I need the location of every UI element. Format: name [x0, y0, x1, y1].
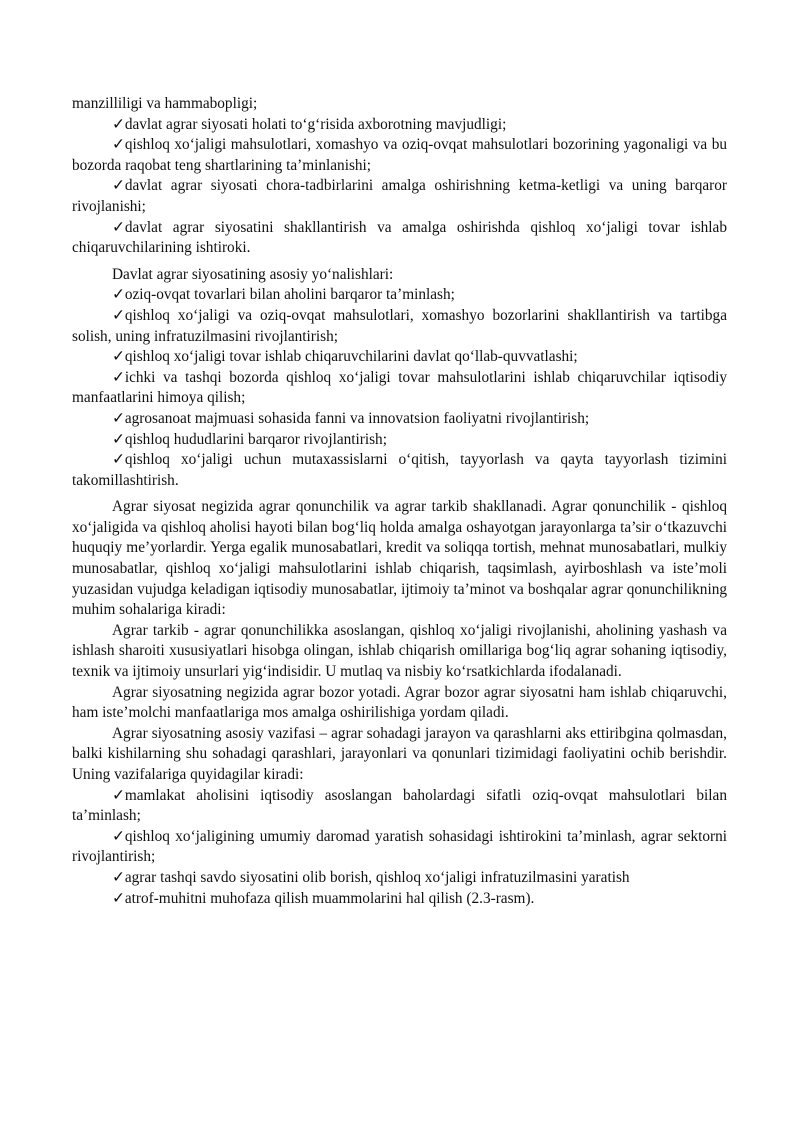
checklist-item: [72, 218, 727, 259]
paragraph-text: mamlakat aholisini iqtisodiy asoslangan baholardagi sifatli oziq-ovqat mahsulotlari bilan ta’minlash;: [72, 786, 727, 825]
checklist-item: [72, 889, 727, 910]
checkmark-icon: ✓: [112, 827, 125, 845]
checkmark-icon: ✓: [112, 348, 125, 366]
checkmark-icon: ✓: [112, 286, 125, 304]
paragraph-text: qishloq xo‘jaligining umumiy daromad yaratish sohasidagi ishtirokini ta’minlash, agrar sektorni rivojlantirish;: [72, 827, 727, 866]
checkmark-icon: ✓: [112, 115, 125, 133]
paragraph-text: qishloq xo‘jaligi tovar ishlab chiqaruvchilarini davlat qo‘llab-quvvatlashi;: [124, 348, 578, 366]
paragraph-text: davlat agrar siyosati chora-tadbirlarini amalga oshirishning ketma-ketligi va uning barqaror rivojlanishi;: [72, 177, 727, 215]
body-paragraph: [72, 94, 727, 115]
paragraph-text: qishloq xo‘jaligi va oziq-ovqat mahsulotlari, xomashyo bozorlarini shakllantirish va tartibga solish, uning infratuzilmasini rivojlantirish;: [72, 306, 727, 345]
body-paragraph: [72, 497, 727, 621]
checkmark-icon: ✓: [112, 218, 125, 236]
paragraph-text: davlat agrar siyosati holati to‘g‘risida axborotning mavjudligi;: [124, 115, 507, 133]
paragraph-text: qishloq hududlarini barqaror rivojlantirish;: [124, 430, 387, 448]
paragraph-text: Agrar siyosat negizida agrar qonunchilik va agrar tarkib shakllanadi. Agrar qonunchilik - qishloq xo‘jaligida va qishloq aholisi hayoti bilan bog‘liq holda amalga oshayotgan jarayonlarga ta’sir o‘tkazuvchi huquqiy me’yorlardir. Yerga egalik munosabatlari, kredit va soliqqa tortish, mehnat munosabatlari, mulkiy munosabatlar, qishloq xo‘jaligi mahsulotlarini ishlab chiqarish, taqsimlash, ayirboshlash va iste’moli yuzasidan vujudga keladigan iqtisodiy munosabatlar, ijtimoiy ta’minot va boshqalar agrar qonunchilikning muhim sohalariga kiradi:: [72, 498, 727, 619]
body-paragraph: [72, 621, 727, 683]
checklist-item: [72, 868, 727, 889]
document-page: [72, 94, 727, 909]
paragraph-text: Davlat agrar siyosatining asosiy yo‘nalishlari:: [112, 265, 394, 283]
checklist-item: [72, 368, 727, 409]
paragraph-text: Agrar siyosatning negizida agrar bozor yotadi. Agrar bozor agrar siyosatni ham ishlab chiqaruvchi, ham iste’molchi manfaatlariga mos amalga oshirilishiga yordam qiladi.: [72, 683, 727, 722]
checklist-item: [72, 409, 727, 430]
checkmark-icon: ✓: [112, 430, 125, 448]
paragraph-text: ichki va tashqi bozorda qishloq xo‘jaligi tovar mahsulotlarini ishlab chiqaruvchilar iqtisodiy manfaatlarini himoya qilish;: [72, 368, 727, 407]
checklist-item: [72, 786, 727, 827]
checklist-item: [72, 827, 727, 868]
paragraph-text: manzilliligi va hammabopligi;: [72, 95, 258, 112]
checklist-item: [72, 115, 727, 136]
checkmark-icon: ✓: [112, 786, 125, 804]
paragraph-text: oziq-ovqat tovarlari bilan aholini barqaror ta’minlash;: [124, 286, 455, 304]
checkmark-icon: ✓: [112, 136, 125, 154]
checklist-item: [72, 347, 727, 368]
checklist-item: [72, 285, 727, 306]
body-paragraph: [72, 724, 727, 786]
paragraph-text: Agrar siyosatning asosiy vazifasi – agrar sohadagi jarayon va qarashlarni aks ettiribgina qolmasdan, balki kishilarning shu sohadagi qarashlari, jarayonlari va qonunlari tizimidagi faoliyatini ochib berishdir. Uning vazifalariga quyidagilar kiradi:: [72, 724, 727, 783]
checkmark-icon: ✓: [112, 451, 125, 469]
paragraph-text: qishloq xo‘jaligi uchun mutaxassislarni o‘qitish, tayyorlash va qayta tayyorlash tizimini takomillashtirish.: [72, 451, 727, 489]
checkmark-icon: ✓: [112, 177, 125, 195]
paragraph-text: Agrar tarkib - agrar qonunchilikka asoslangan, qishloq xo‘jaligi rivojlanishi, aholining yashash va ishlash sharoiti xususiyatlari hisobga olingan, ishlab chiqarish omillariga bog‘liq agrar sohaning iqtisodiy, texnik va ijtimoiy unsurlari yig‘indisidir. U mutlaq va nisbiy ko‘rsatkichlarda ifodalanadi.: [72, 621, 727, 681]
paragraph-text: davlat agrar siyosatini shakllantirish va amalga oshirishda qishloq xo‘jaligi tovar ishlab chiqaruvchilarining ishtiroki.: [72, 218, 727, 257]
checkmark-icon: ✓: [112, 889, 125, 907]
checkmark-icon: ✓: [112, 306, 125, 324]
checkmark-icon: ✓: [112, 868, 125, 886]
body-paragraph: [72, 683, 727, 724]
body-paragraph: [72, 265, 727, 286]
paragraph-text: atrof-muhitni muhofaza qilish muammolarini hal qilish (2.3-rasm).: [124, 889, 535, 907]
paragraph-text: agrosanoat majmuasi sohasida fanni va innovatsion faoliyatni rivojlantirish;: [124, 409, 590, 427]
checklist-item: [72, 450, 727, 491]
checklist-item: [72, 135, 727, 176]
checkmark-icon: ✓: [112, 368, 125, 386]
paragraph-text: qishloq xo‘jaligi mahsulotlari, xomashyo va oziq-ovqat mahsulotlari bozorining yagonaligi va bu bozorda raqobat teng shartlarining ta’minlanishi;: [72, 136, 727, 174]
paragraph-text: agrar tashqi savdo siyosatini olib borish, qishloq xo‘jaligi infratuzilmasini yaratish: [124, 868, 630, 886]
checklist-item: [72, 430, 727, 451]
checklist-item: [72, 176, 727, 217]
checkmark-icon: ✓: [112, 409, 125, 427]
checklist-item: [72, 306, 727, 347]
